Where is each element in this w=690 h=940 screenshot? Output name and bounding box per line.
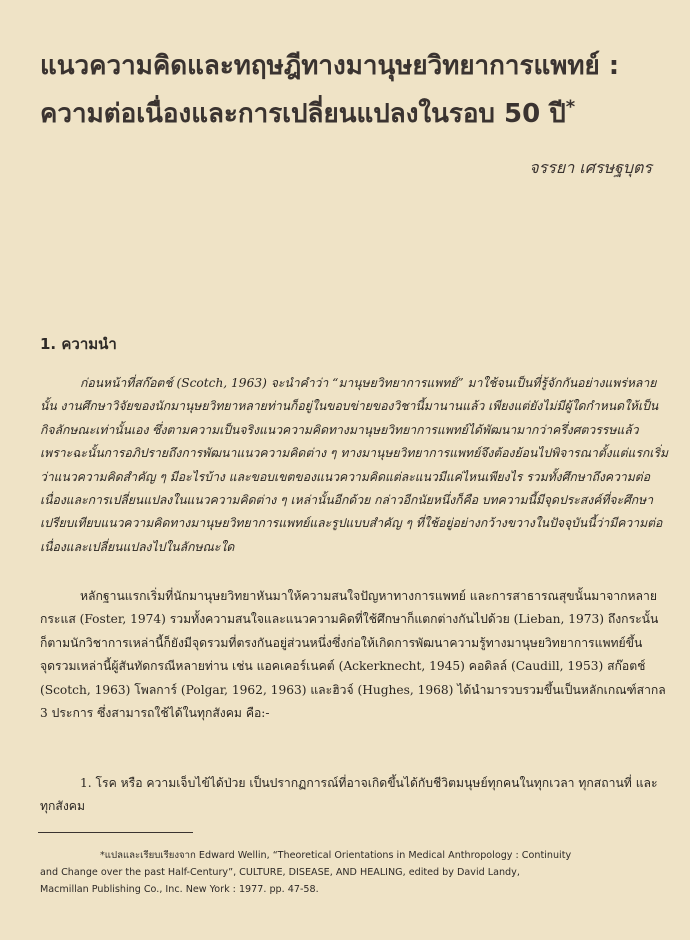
footnote-line-1 (40, 847, 670, 864)
title-line-2 (40, 90, 680, 138)
list-item-1 (40, 772, 670, 819)
intro-paragraph (40, 372, 670, 559)
section-heading: 1. ความนำ (40, 335, 117, 353)
article-title (40, 42, 680, 138)
footnote (40, 847, 670, 898)
footnote-line-2: and Change over the past Half-Century”, CULTURE, DISEASE, AND HEALING, edited by David Landy, (40, 867, 520, 878)
footnote-divider (38, 832, 193, 833)
paragraph-text: ก่อนหน้าที่สก๊อตช์ (Scotch, 1963) จะนำคำว่า “มานุษยวิทยาการแพทย์” มาใช้จนเป็นที่รู้จักกันอย่างแพร่หลายนั้น งานศึกษาวิจัยของนักมานุษยวิทยาหลายท่านก็อยู่ในขอบข่ายของวิชานี้มานานแล้ว เพียงแต่ยังไม่มีผู้ใดกำหนดให้เป็นกิจลักษณะเท่านั้นเอง ซึ่งตามความเป็นจริงแนวความคิดทางมานุษยวิทยาการแพทย์ได้พัฒนามากว่าครึ่งศตวรรษแล้ว เพราะฉะนั้นการอภิปรายถึงการพัฒนาแนวความคิดต่าง ๆ ทางมานุษยวิทยาการแพทย์จึงต้องย้อนไปพิจารณาตั้งแต่แรกเริ่มว่าแนวความคิดสำคัญ ๆ มีอะไรบ้าง และขอบเขตของแนวความคิดแต่ละแนวมีแค่ไหนเพียงไร รวมทั้งศึกษาถึงความต่อเนื่องและการเปลี่ยนแปลงในแนวความคิดต่าง ๆ เหล่านั้นอีกด้วย กล่าวอีกนัยหนึ่งก็คือ บทความนี้มีจุดประสงค์ที่จะศึกษาเปรียบเทียบแนวความคิดทางมานุษยวิทยาการแพทย์และรูปแบบสำคัญ ๆ ที่ใช้อยู่อย่างกว้างขวางในปัจจุบันนี้ว่ามีความต่อเนื่องและเปลี่ยนแปลงไปในลักษณะใด (40, 376, 669, 554)
footnote-marker: * (565, 96, 576, 118)
footnote-mark: * (100, 850, 105, 861)
list-item-text: 1. โรค หรือ ความเจ็บไข้ได้ป่วย เป็นปรากฏการณ์ที่อาจเกิดขึ้นได้กับชีวิตมนุษย์ทุกคนในทุกเวลา ทุกสถานที่ และทุกสังคม (40, 776, 658, 814)
second-paragraph (40, 585, 670, 725)
author-name: จรรยา เศรษฐบุตร (529, 158, 652, 177)
footnote-line-1-text: แปลและเรียบเรียงจาก Edward Wellin, “Theoretical Orientations in Medical Anthropology : Continuity (104, 850, 572, 861)
footnote-line-3: Macmillan Publishing Co., Inc. New York : 1977. pp. 47-58. (40, 884, 319, 895)
paragraph-text: หลักฐานแรกเริ่มที่นักมานุษยวิทยาหันมาให้ความสนใจปัญหาทางการแพทย์ และการสาธารณสุขนั้นมาจากหลายกระแส (Foster, 1974) รวมทั้งความสนใจและแนวความคิดที่ใช้ศึกษาก็แตกต่างกันไปด้วย (Lieban, 1973) ถึงกระนั้นก็ตามนักวิชาการเหล่านี้ก็ยังมีจุดรวมที่ตรงกันอยู่ส่วนหนึ่งซึ่งก่อให้เกิดการพัฒนาความรู้ทางมานุษยวิทยาการแพทย์ขึ้น จุดรวมเหล่านี้ผู้สันทัดกรณีหลายท่าน เช่น แอคเคอร์เนคต์ (Ackerknecht, 1945) คอดิลล์ (Caudill, 1953) สก๊อตช์ (Scotch, 1963) โพลการ์ (Polgar, 1962, 1963) และฮิวจ์ (Hughes, 1968) ได้นำมารวบรวมขึ้นเป็นหลักเกณฑ์สากล 3 ประการ ซึ่งสามารถใช้ได้ในทุกสังคม คือ:- (40, 589, 666, 721)
title-line-1: แนวความคิดและทฤษฎีทางมานุษยวิทยาการแพทย์ : (40, 51, 620, 81)
title-line-2-text: ความต่อเนื่องและการเปลี่ยนแปลงในรอบ 50 ปี (40, 99, 566, 129)
